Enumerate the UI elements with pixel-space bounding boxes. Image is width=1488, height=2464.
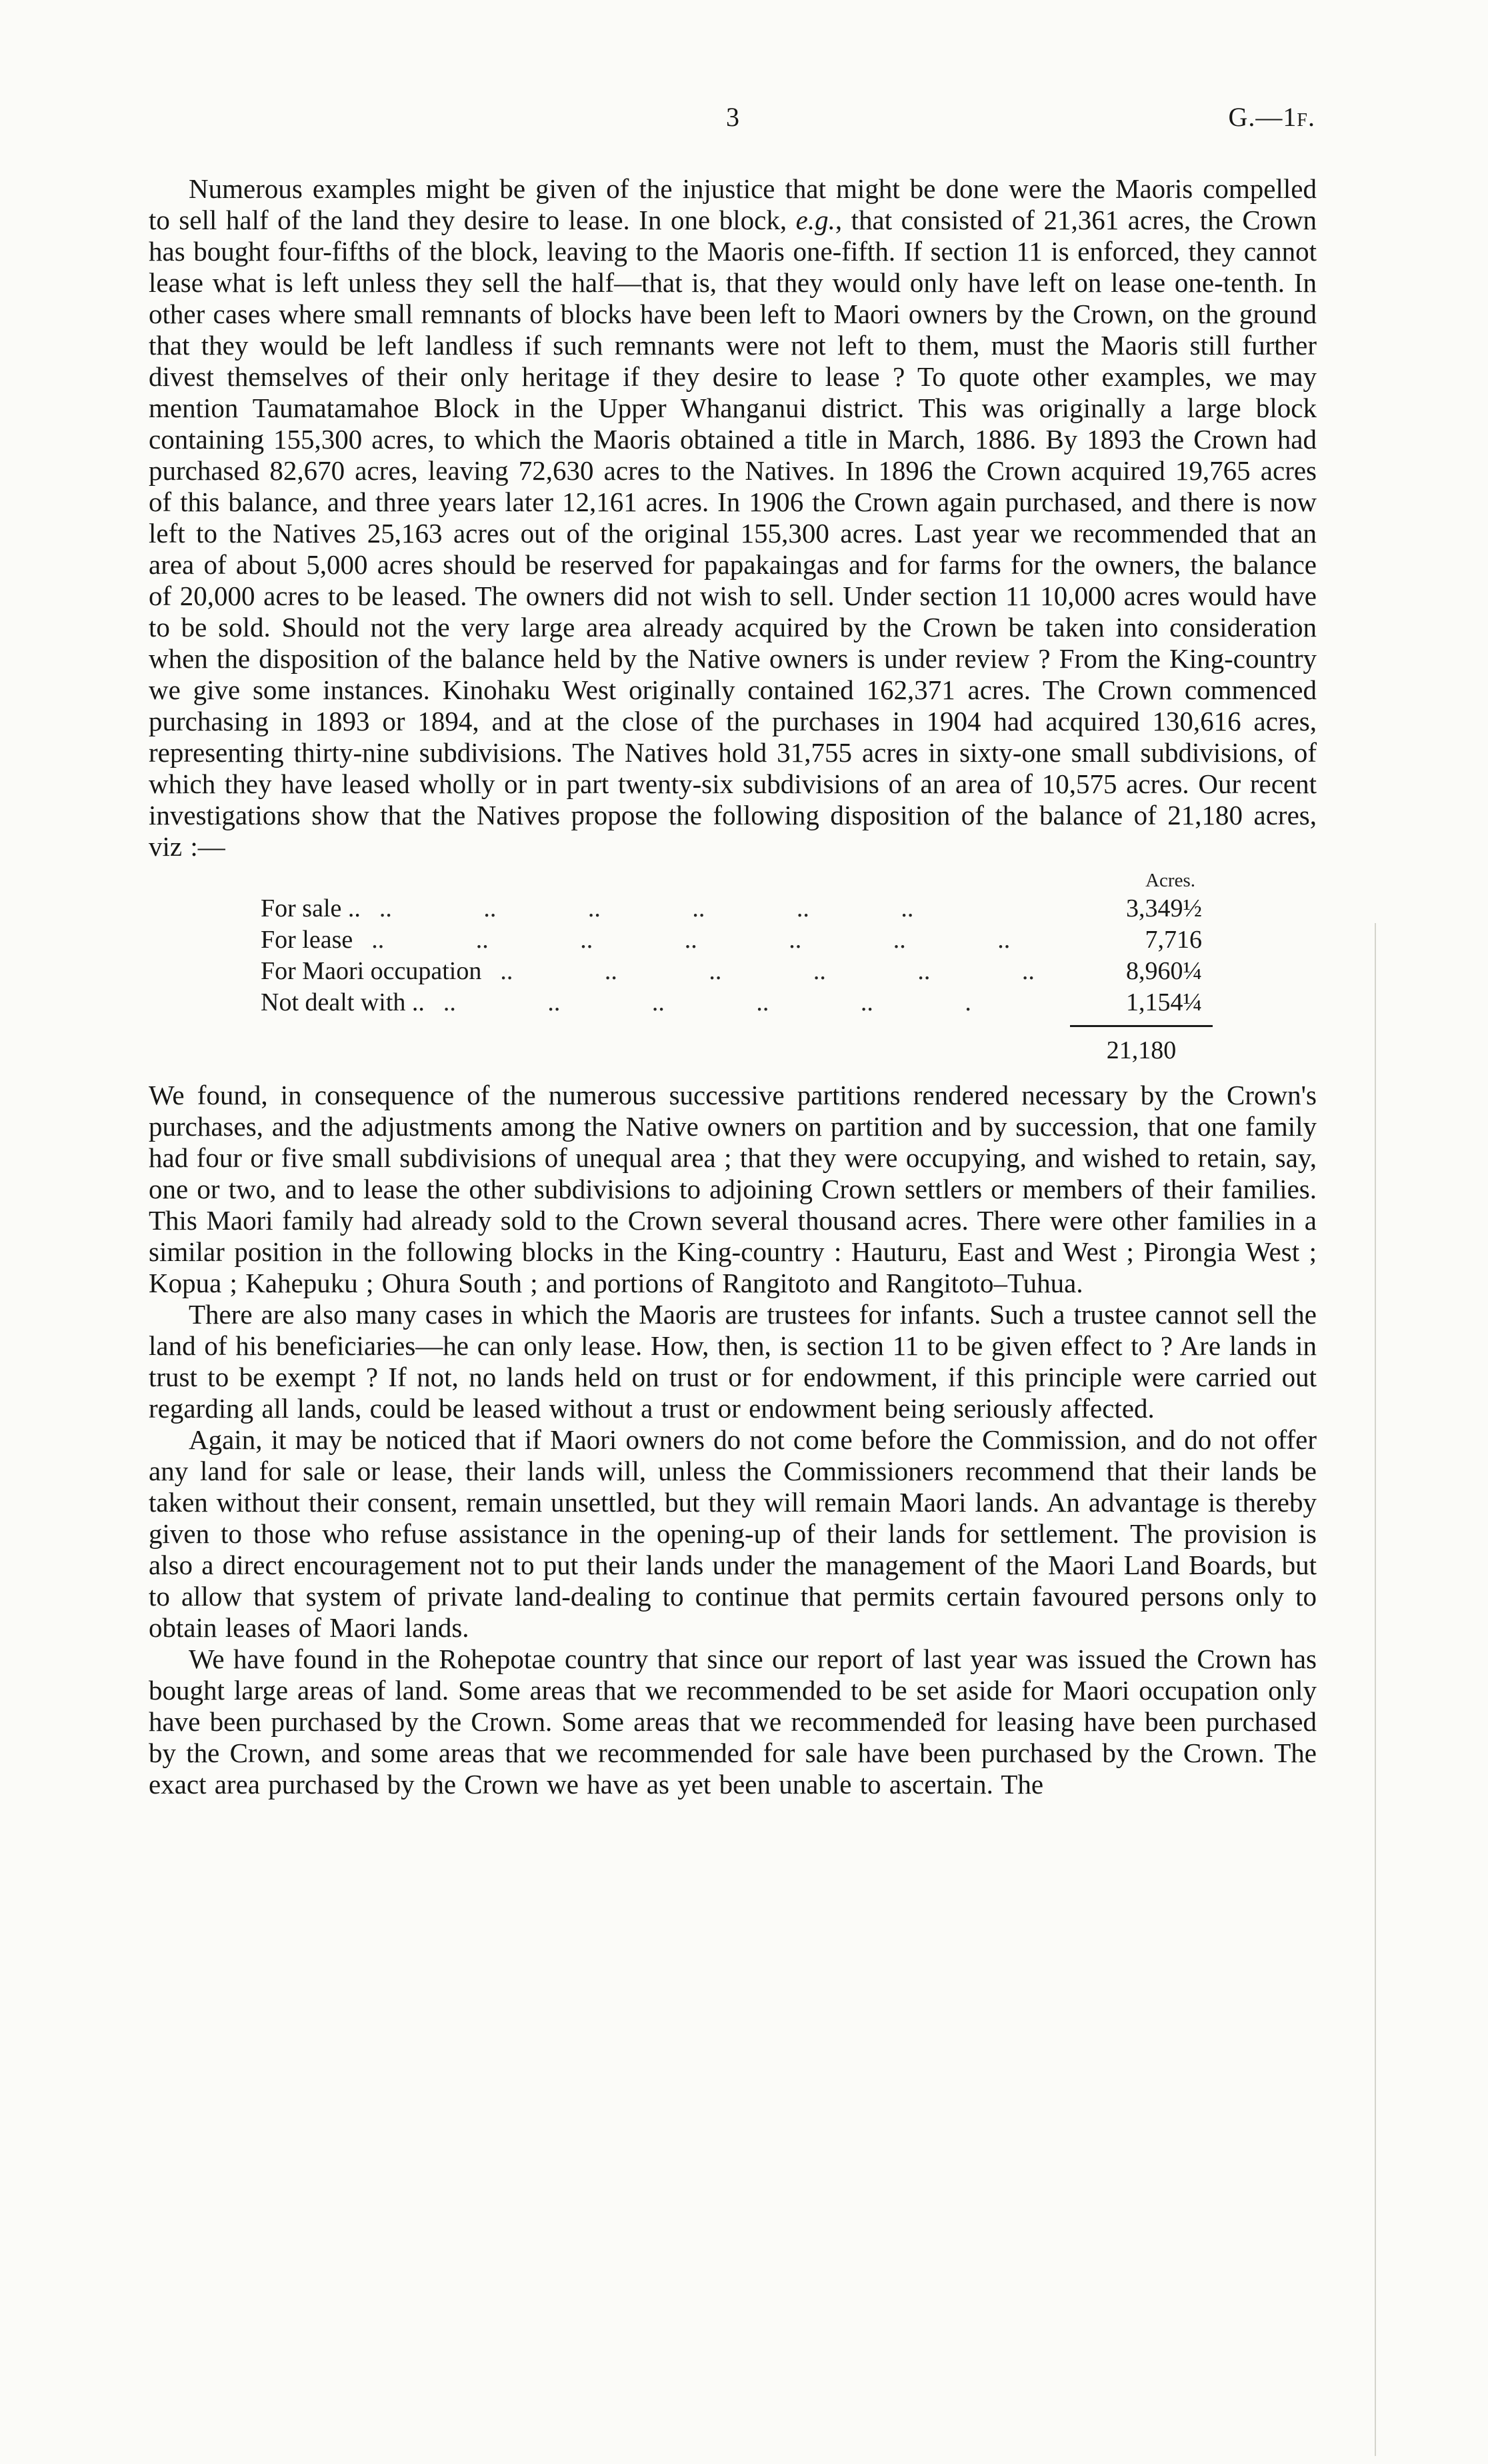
paragraph-owners-not-before-commission: Again, it may be noticed that if Maori owners do not come before the Commission, and do not offer any land for sale or lease, their lands will, unless the Commissioners recommend that their lands be taken without their consent, remain unsettled, but they will remain Maori lands. An advantage is thereby given to those who refuse assistance in the opening-up of their lands for settlement. The provision is also a direct encouragement not to put their lands under the management of the Maori Land Boards, but to allow that system of private land-dealing to continue that permits certain favoured persons only to obtain leases of Maori lands. xyxy=(149,1424,1317,1643)
row-label: Not dealt with .. xyxy=(261,988,425,1016)
table-total-block xyxy=(1070,1025,1213,1066)
table-row xyxy=(261,893,1202,924)
row-value: 3,349½ xyxy=(1126,894,1202,922)
dot-leader: .. .. .. .. .. .. .. xyxy=(371,926,1011,954)
row-value: 8,960¼ xyxy=(1126,957,1202,985)
paragraph-text: , that consisted of 21,361 acres, the Crown has bought four-fifths of the block, leaving to the Maoris one-fifth. If section 11 is enforced, they cannot lease what is left unless they sell the half—that is, that they would only have left on lease one-tenth. In other cases where small remnants of blocks have been left to Maori owners by the Crown, on the ground that they would be left landless if such remnants were not left to them, must the Maoris still further divest themselves of their only heritage if they desire to lease ? To quote other examples, we may mention Taumatamahoe Block in the Upper Whanganui district. This was originally a large block containing 155,300 acres, to which the Maoris obtained a title in March, 1886. By 1893 the Crown had purchased 82,670 acres, leaving 72,630 acres to the Natives. In 1896 the Crown acquired 19,765 acres of this balance, and three years later 12,161 acres. In 1906 the Crown again purchased, and there is now left to the Natives 25,163 acres out of the original 155,300 acres. Last year we recommended that an area of about 5,000 acres should be reserved for papakaingas and for farms for the owners, the balance of 20,000 acres to be leased. The owners did not wish to sell. Under section 11 10,000 acres would have to be sold. Should not the very large area already acquired by the Crown be taken into consideration when the disposition of the balance held by the Native owners is under review ? From the King-country we give some instances. Kinohaku West originally contained 162,371 acres. The Crown commenced purchasing in 1893 or 1894, and at the close of the purchases in 1904 had acquired 130,616 acres, representing thirty-nine subdivisions. The Natives hold 31,755 acres in sixty-one small subdivisions, of which they have leased wholly or in part twenty-six subdivisions of an area of 10,575 acres. Our recent investigations show that the Natives propose the following disposition of the balance of 21,180 acres, viz :— xyxy=(149,205,1317,862)
paragraph-text-italic: e.g. xyxy=(795,205,835,235)
dot-leader: .. .. .. .. .. . xyxy=(443,988,971,1016)
page-header xyxy=(149,101,1317,136)
row-label: For Maori occupation xyxy=(261,957,482,985)
paragraph-partitions-family: We found, in consequence of the numerous successive partitions rendered necessary by the Crown's purchases, and the adjustments among the Native owners on partition and by succession, that one family had four or five small subdivisions of unequal area ; that they were occupying, and wished to retain, say, one or two, and to lease the other subdivisions to adjoining Crown settlers or members of their families. This Maori family had already sold to the Crown several thousand acres. There were other families in a similar position in the following blocks in the King-country : Hauturu, East and West ; Pirongia West ; Kopua ; Kahepuku ; Ohura South ; and portions of Rangitoto and Rangitoto–Tuhua. xyxy=(149,1080,1317,1298)
table-column-header-acres: Acres. xyxy=(1145,870,1195,891)
row-label: For sale .. xyxy=(261,894,361,922)
paragraph-examples-of-injustice xyxy=(149,173,1317,862)
page-content xyxy=(149,101,1317,1800)
page-number: 3 xyxy=(726,102,739,132)
dot-leader: .. .. .. .. .. .. xyxy=(500,957,1035,985)
acres-disposition-table xyxy=(261,869,1202,1066)
scan-edge-artifact xyxy=(1375,923,1376,2456)
row-label: For lease xyxy=(261,926,353,954)
table-row xyxy=(261,924,1202,956)
table-row xyxy=(261,956,1202,987)
paragraph-trustees-for-infants: There are also many cases in which the Maoris are trustees for infants. Such a trustee cannot sell the land of his beneficiaries—he can only lease. How, then, is section 11 to be given effect to ? Are lands in trust to be exempt ? If not, no lands held on trust or for endowment, if this principle were carried out regarding all lands, could be leased without a trust or endowment being seriously affected. xyxy=(149,1299,1317,1424)
paragraph-rohepotae-country: We have found in the Rohepotae country that since our report of last year was issued the Crown has bought large areas of land. Some areas that we recommended to be set aside for Maori occupation only have been purchased by the Crown. Some areas that we recommendeḋ for leasing have been purchased by the Crown, and some areas that we recommended for sale have been purchased by the Crown. The exact area purchased by the Crown we have as yet been unable to ascertain. The xyxy=(149,1644,1317,1800)
dot-leader: .. .. .. .. .. .. xyxy=(379,894,914,922)
row-value: 7,716 xyxy=(1145,926,1202,954)
paragraph-text: Numerous examples might be given of the injustice that might be done were the Maoris compelled to sell half of the land they desire to lease. In one block, xyxy=(149,173,1317,235)
row-value: 1,154¼ xyxy=(1126,988,1202,1016)
document-reference: G.—1f. xyxy=(1228,102,1315,132)
table-total-value: 21,180 xyxy=(1106,1036,1177,1064)
table-row xyxy=(261,987,1202,1018)
